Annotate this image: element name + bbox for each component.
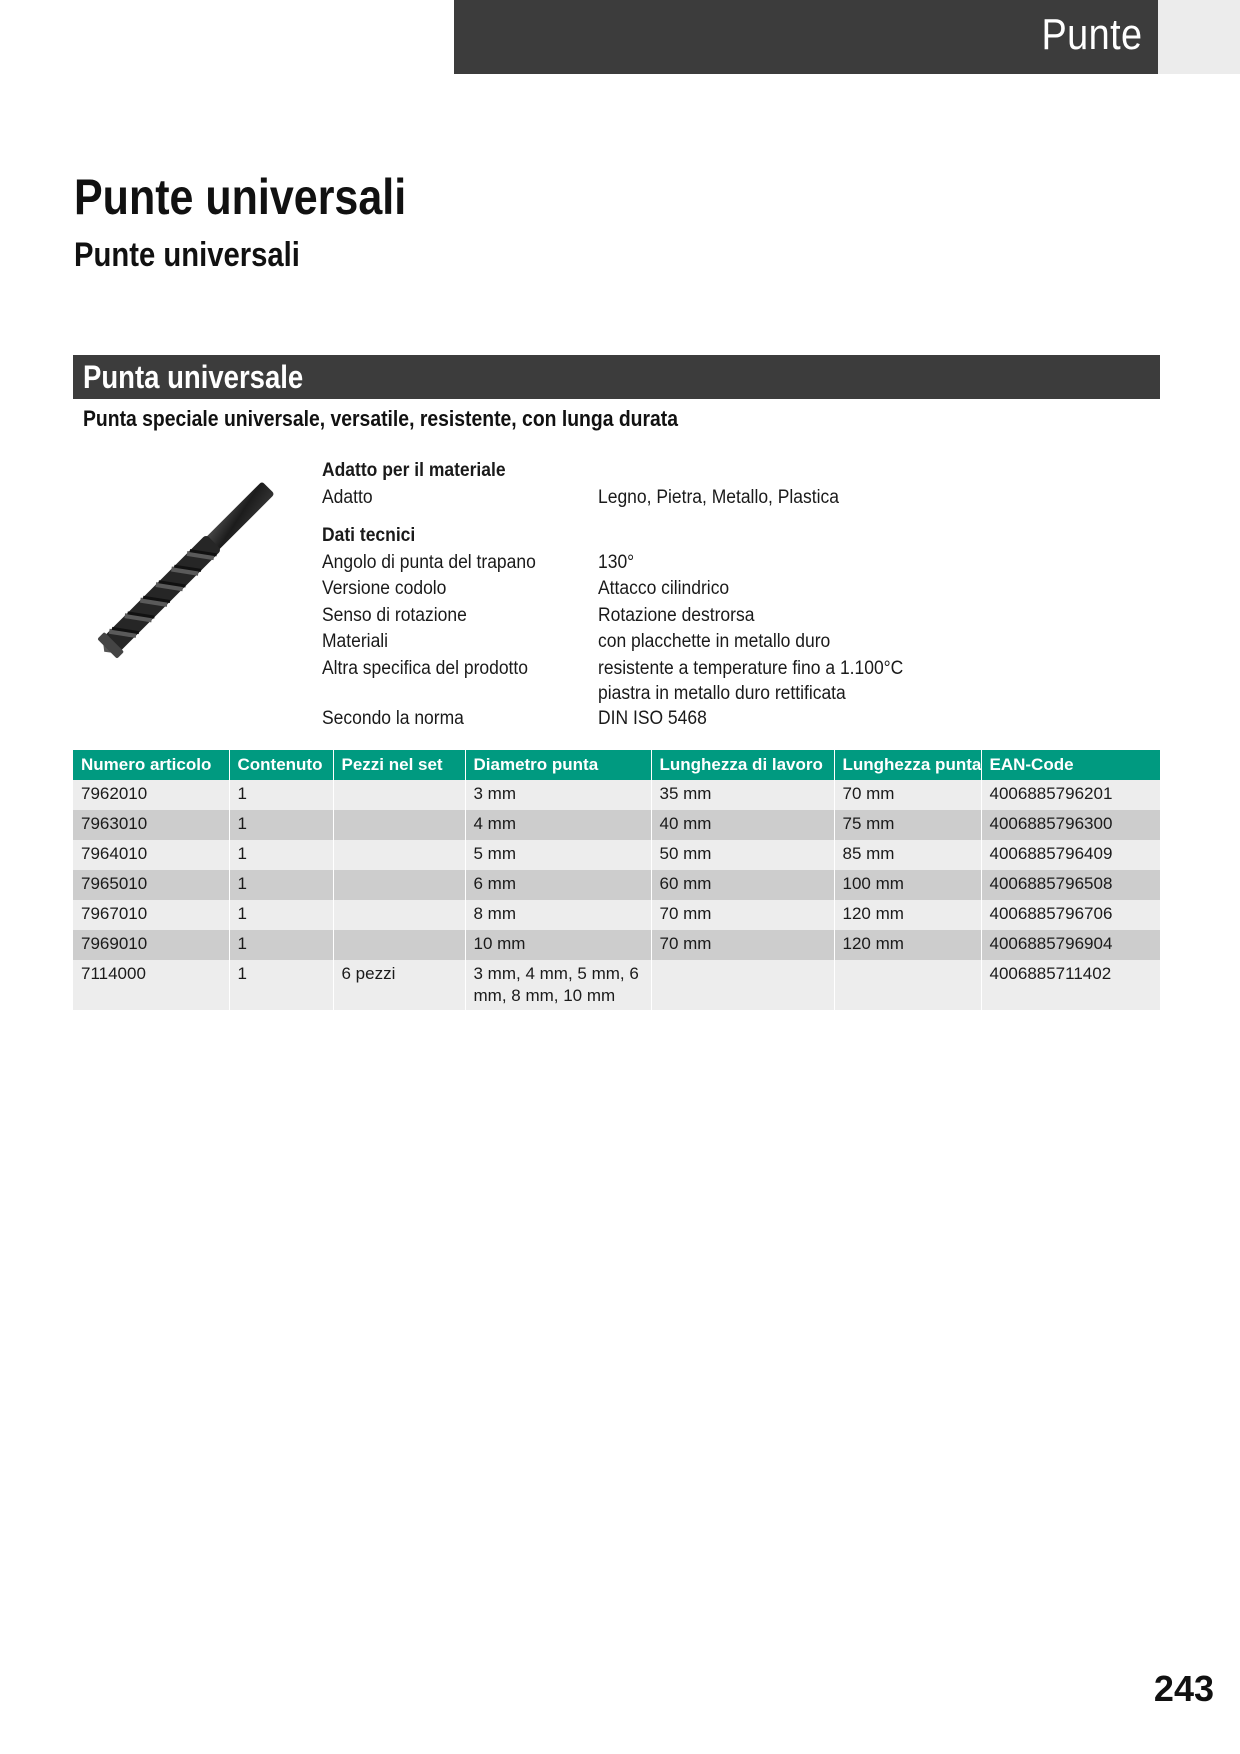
table-cell: 6 pezzi <box>333 960 465 1010</box>
spec-row <box>322 682 1022 706</box>
table-cell: 6 mm <box>465 870 651 900</box>
drill-bit-icon <box>70 452 305 687</box>
table-cell <box>651 960 834 1010</box>
spec-row <box>322 629 1022 656</box>
table-cell: 100 mm <box>834 870 981 900</box>
table-cell <box>834 960 981 1010</box>
table-cell: 4006885796201 <box>981 780 1160 810</box>
table-cell: 1 <box>229 810 333 840</box>
spec-value: piastra in metallo duro rettificata <box>598 683 846 704</box>
column-header: Pezzi nel set <box>333 750 465 780</box>
table-cell <box>333 840 465 870</box>
table-cell: 7114000 <box>73 960 229 1010</box>
section-description: Punta speciale universale, versatile, resistente, con lunga durata <box>83 406 679 431</box>
table-cell: 35 mm <box>651 780 834 810</box>
table-cell: 4006885796706 <box>981 900 1160 930</box>
table-cell: 4006885711402 <box>981 960 1160 1010</box>
table-cell: 70 mm <box>651 930 834 960</box>
table-cell: 1 <box>229 960 333 1010</box>
table-row <box>73 840 1160 870</box>
table-cell: 7964010 <box>73 840 229 870</box>
spec-label: Versione codolo <box>322 578 447 599</box>
column-header: Numero articolo <box>73 750 229 780</box>
table-cell: 85 mm <box>834 840 981 870</box>
page-subtitle: Punte universali <box>74 236 300 274</box>
table-row <box>73 900 1160 930</box>
material-heading: Adatto per il materiale <box>322 460 506 481</box>
table-cell: 1 <box>229 780 333 810</box>
table-cell: 10 mm <box>465 930 651 960</box>
table-cell <box>333 870 465 900</box>
table-cell: 7967010 <box>73 900 229 930</box>
column-header: EAN-Code <box>981 750 1160 780</box>
table-cell: 5 mm <box>465 840 651 870</box>
table-cell: 70 mm <box>651 900 834 930</box>
table-row <box>73 960 1160 1010</box>
table-row <box>73 810 1160 840</box>
table-cell: 120 mm <box>834 930 981 960</box>
table-row <box>73 870 1160 900</box>
table-cell: 4 mm <box>465 810 651 840</box>
spec-value: con placchette in metallo duro <box>598 631 831 652</box>
column-header: Lunghezza di lavoro <box>651 750 834 780</box>
table-cell: 7965010 <box>73 870 229 900</box>
spec-row <box>322 576 1022 603</box>
table-cell <box>333 930 465 960</box>
column-header: Diametro punta <box>465 750 651 780</box>
table-cell: 1 <box>229 900 333 930</box>
table-cell: 75 mm <box>834 810 981 840</box>
spec-row <box>322 603 1022 630</box>
spec-row <box>322 656 1022 683</box>
table-cell <box>333 810 465 840</box>
specs-block <box>322 458 1022 733</box>
spec-label: Altra specifica del prodotto <box>322 657 528 679</box>
table-cell: 1 <box>229 840 333 870</box>
spec-value: DIN ISO 5468 <box>598 708 707 729</box>
spec-value: Legno, Pietra, Metallo, Plastica <box>598 486 839 508</box>
table-cell: 1 <box>229 870 333 900</box>
spec-label <box>322 682 576 706</box>
table-cell: 7963010 <box>73 810 229 840</box>
table-cell: 1 <box>229 930 333 960</box>
table-cell: 70 mm <box>834 780 981 810</box>
spec-value: Rotazione destrorsa <box>598 604 755 626</box>
column-header: Lunghezza punta <box>834 750 981 780</box>
spec-value: 130° <box>598 551 635 573</box>
table-cell: 4006885796508 <box>981 870 1160 900</box>
product-table <box>73 750 1160 1010</box>
section-bar <box>73 355 1160 399</box>
spec-label: Adatto <box>322 486 373 508</box>
spec-label: Senso di rotazione <box>322 604 467 626</box>
table-cell: 50 mm <box>651 840 834 870</box>
spec-row <box>322 485 1022 512</box>
spec-label: Materiali <box>322 631 389 652</box>
section-title: Punta universale <box>83 359 304 395</box>
table-cell: 3 mm <box>465 780 651 810</box>
spec-value: resistente a temperature fino a 1.100°C <box>598 657 904 679</box>
table-cell: 4006885796300 <box>981 810 1160 840</box>
table-cell: 7969010 <box>73 930 229 960</box>
table-row <box>73 780 1160 810</box>
table-header-row <box>73 750 1160 780</box>
table-cell: 4006885796904 <box>981 930 1160 960</box>
table-row <box>73 930 1160 960</box>
tech-heading: Dati tecnici <box>322 525 416 546</box>
page-number: 243 <box>1153 1668 1214 1709</box>
table-cell <box>333 780 465 810</box>
table-cell: 7962010 <box>73 780 229 810</box>
spec-label: Angolo di punta del trapano <box>322 551 536 573</box>
spec-label: Secondo la norma <box>322 708 464 729</box>
spec-row <box>322 706 1022 733</box>
table-cell: 60 mm <box>651 870 834 900</box>
header-tab <box>1158 0 1240 74</box>
header-title: Punte <box>1040 10 1142 59</box>
table-cell: 8 mm <box>465 900 651 930</box>
header-bar <box>454 0 1158 74</box>
spec-row <box>322 550 1022 577</box>
column-header: Contenuto <box>229 750 333 780</box>
table-cell: 3 mm, 4 mm, 5 mm, 6 mm, 8 mm, 10 mm <box>465 960 651 1010</box>
table-cell <box>333 900 465 930</box>
table-cell: 120 mm <box>834 900 981 930</box>
spec-value: Attacco cilindrico <box>598 578 730 599</box>
table-cell: 4006885796409 <box>981 840 1160 870</box>
table-cell: 40 mm <box>651 810 834 840</box>
page-title: Punte universali <box>74 169 407 225</box>
